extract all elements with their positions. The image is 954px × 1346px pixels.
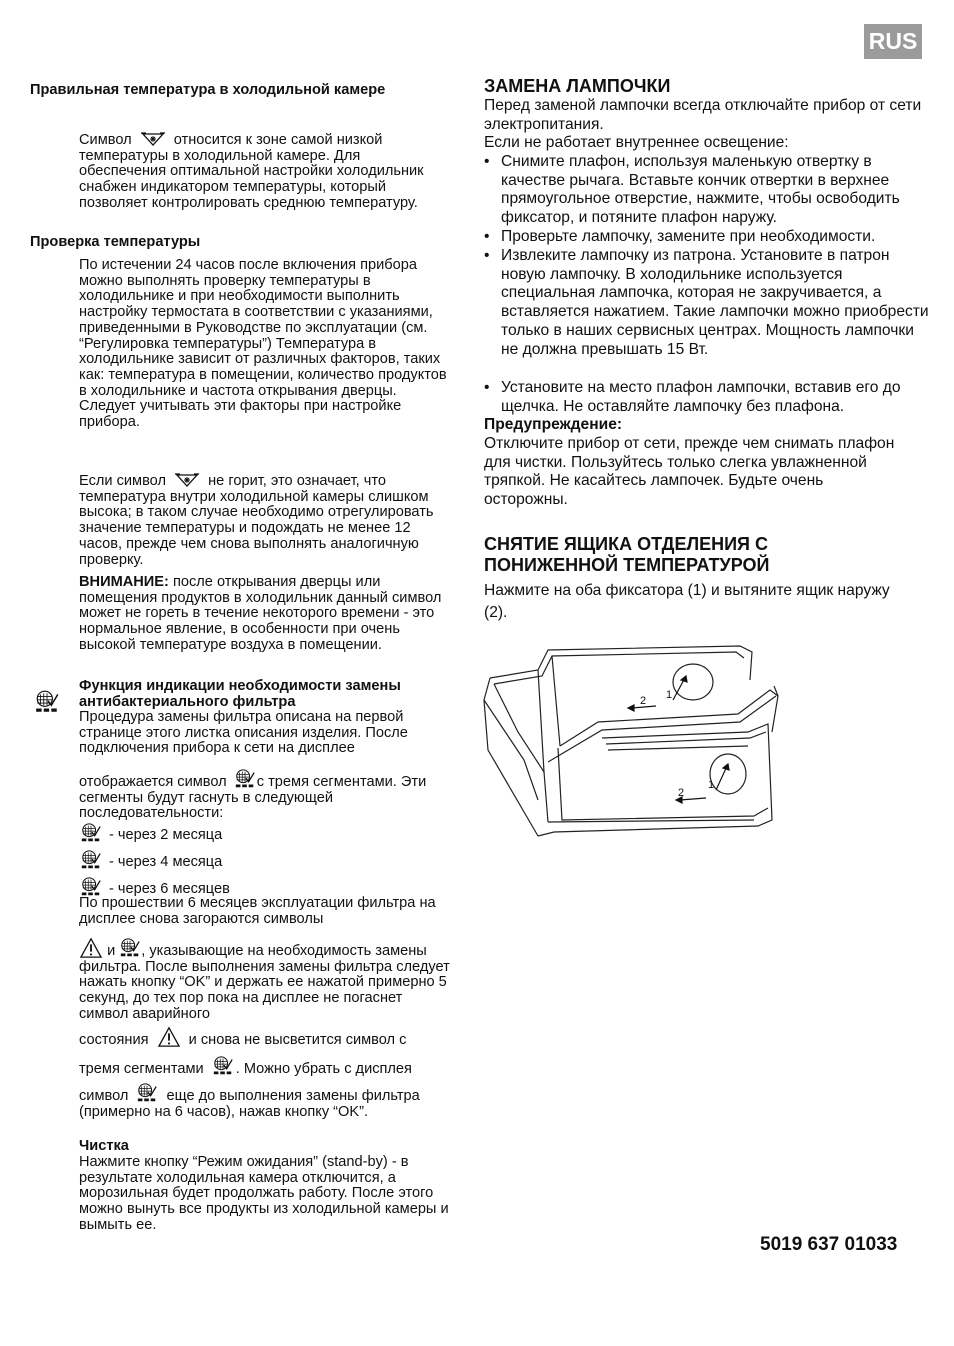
heading-drawer-line-1: СНЯТИЕ ЯЩИКА ОТДЕЛЕНИЯ С [484, 534, 768, 554]
list-item [484, 228, 929, 247]
document-code: 5019 637 01033 [760, 1234, 898, 1255]
filter-icon [119, 937, 141, 959]
list-item-text: Снимите плафон, используя маленькую отвертку в качестве рычага. Вставьте кончик отвертки в верхнее прямоугольное отверстие, нажмите, чтобы освободить фиксатор, и потяните плафон наружу. [501, 153, 900, 227]
attention-text: после открывания дверцы или помещения продуктов в холодильник данный символ может не гореть в течение некоторого времени - это нормальное явление, в особенности при очень высокой температуре воздуха в помещении. [79, 574, 442, 653]
text-three-prefix: тремя сегментами [79, 1061, 204, 1077]
bullet-mark: • [484, 228, 490, 245]
text-and: и [107, 943, 116, 959]
list-item-text: Проверьте лампочку, замените при необходимости. [501, 228, 876, 245]
figure-label-1: 1 [666, 689, 673, 701]
bullet-mark: • [484, 153, 490, 170]
bullet-mark: • [484, 247, 490, 264]
list-item [484, 153, 929, 228]
paragraph-symbol-2 [79, 1082, 451, 1120]
sequence-item [79, 849, 222, 871]
line-state [79, 1026, 451, 1049]
warning-text: Отключите прибор от сети, прежде чем снимать плафон для чистки. Пользуйтесь только слегка увлажненной тряпкой. Не касайтесь лампочек. Будьте очень осторожны. [484, 435, 895, 509]
filter-icon [34, 685, 60, 719]
text-symbol-desc: относится к зоне самой низкой температуры в холодильной камере. Для обеспечения оптимальной настройки холодильник снабжен индикатором температуры, который позволяет контролировать среднюю температуру. [79, 132, 424, 211]
list-item-text: Установите на место плафон лампочки, вставив его до щелчка. Не оставляйте лампочку без плафона. [501, 379, 901, 415]
filter-segment-icon [79, 849, 103, 871]
text-if-prefix: Если символ [79, 473, 166, 489]
text-symbol2-desc: еще до выполнения замены фильтра (примерно на 6 часов), нажав кнопку “OK”. [79, 1088, 420, 1120]
text-state-desc: и снова не высветится символ с [188, 1032, 407, 1048]
figure-label-2: 2 [640, 695, 647, 707]
warning-label: Предупреждение: [484, 416, 623, 433]
paragraph-check: По истечении 24 часов после включения прибора можно выполнять проверку температуры в холодильнике и при необходимости выполнить настройку термостата в соответствии с указаниями, приведенными в Руководстве по эксплуатации (см. “Регулировка температуры”) Температура в холодильнике зависит от различных факторов, таких как: температура в помещении, количество продуктов в холодильнике и частота открывания дверцы. Следует учитывать эти факторы при настройке прибора. [79, 257, 447, 431]
paragraph-lamp-1: Перед заменой лампочки всегда отключайте прибор от сети электропитания. [484, 97, 922, 133]
warning-triangle-icon [157, 1026, 181, 1048]
line-three-segments [79, 1055, 451, 1078]
list-item [484, 247, 929, 359]
paragraph-indicating [79, 937, 451, 1023]
text-three-desc: . Можно убрать с дисплея [235, 1061, 412, 1077]
heading-correct-temperature: Правильная температура в холодильной камере [30, 82, 386, 98]
figure-label-1: 1 [708, 779, 715, 791]
paragraph-filter-1: Процедура замены фильтра описана на первой странице этого листка описания изделия. После подключения прибора к сети на дисплее [79, 709, 408, 757]
heading-lamp: ЗАМЕНА ЛАМПОЧКИ [484, 76, 671, 96]
thermometer-zone-icon [140, 131, 166, 147]
drawer-illustration [478, 640, 798, 860]
sequence-item [79, 822, 222, 844]
list-item [484, 379, 929, 416]
sequence-text: - через 4 месяца [109, 854, 223, 870]
figure-label-2: 2 [678, 787, 685, 799]
paragraph-lamp-2: Если не работает внутреннее освещение: [484, 134, 789, 151]
paragraph-if-symbol [79, 472, 451, 568]
text-filter-prefix: отображается символ [79, 774, 227, 790]
text-indicating: , указывающие на необходимость замены фильтра. После выполнения замены фильтра следует нажать кнопку “OK” и держать ее нажатой примерно 5 секунд, до тех пор пока на дисплее не погаснет символ аварийного [79, 943, 450, 1022]
text-symbol-prefix: Символ [79, 132, 132, 148]
attention-label: ВНИМАНИЕ: [79, 574, 169, 590]
thermometer-zone-icon [174, 472, 200, 488]
sequence-text: - через 6 месяцев [109, 881, 230, 897]
paragraph-after-6-months: По прошествии 6 месяцев эксплуатации фильтра на дисплее снова загораются символы [79, 895, 436, 927]
filter-icon [234, 768, 256, 790]
language-badge: RUS [864, 24, 922, 59]
sequence-text: - через 2 месяца [109, 827, 223, 843]
paragraph-symbol [79, 131, 451, 212]
text-symbol2-prefix: символ [79, 1088, 129, 1104]
text-if-desc: не горит, это означает, что температура внутри холодильной камеры слишком высока; в таком случае необходимо отрегулировать значение температуры и подождать не менее 12 часов, прежде чем снова выполнять аналогичную проверку. [79, 473, 434, 568]
paragraph-cleaning: Нажмите кнопку “Режим ожидания” (stand-by) - в результате холодильная камера отключится, а морозильная будет продолжать работу. После этого можно вынуть все продукты из холодильной камеры и вымыть ее. [79, 1154, 449, 1233]
heading-filter: Функция индикации необходимости замены антибактериального фильтра [79, 678, 401, 710]
paragraph-drawer: Нажмите на оба фиксатора (1) и вытяните ящик наружу (2). [484, 582, 890, 621]
list-item-text: Извлеките лампочку из патрона. Установите в патрон новую лампочку. В холодильнике используется специальная лампочка, которая не закручивается, а вставляется нажатием. Такие лампочки можно приобрести только в наших сервисных центрах. Мощность лампочки не должна превышать 15 Вт. [501, 247, 929, 358]
heading-drawer-line-2: ПОНИЖЕННОЙ ТЕМПЕРАТУРОЙ [484, 555, 770, 575]
heading-cleaning: Чистка [79, 1138, 129, 1154]
text-filter-desc: с тремя сегментами. Эти сегменты будут гаснуть в следующей последовательности: [79, 774, 427, 822]
paragraph-attention [79, 575, 451, 654]
paragraph-filter-2 [79, 768, 451, 822]
filter-icon [136, 1082, 158, 1104]
text-state-prefix: состояния [79, 1032, 149, 1048]
bullet-mark: • [484, 379, 490, 396]
filter-segment-icon [212, 1055, 234, 1077]
filter-segment-icon [79, 822, 103, 844]
heading-check-temperature: Проверка температуры [30, 234, 201, 250]
warning-triangle-icon [79, 937, 103, 959]
